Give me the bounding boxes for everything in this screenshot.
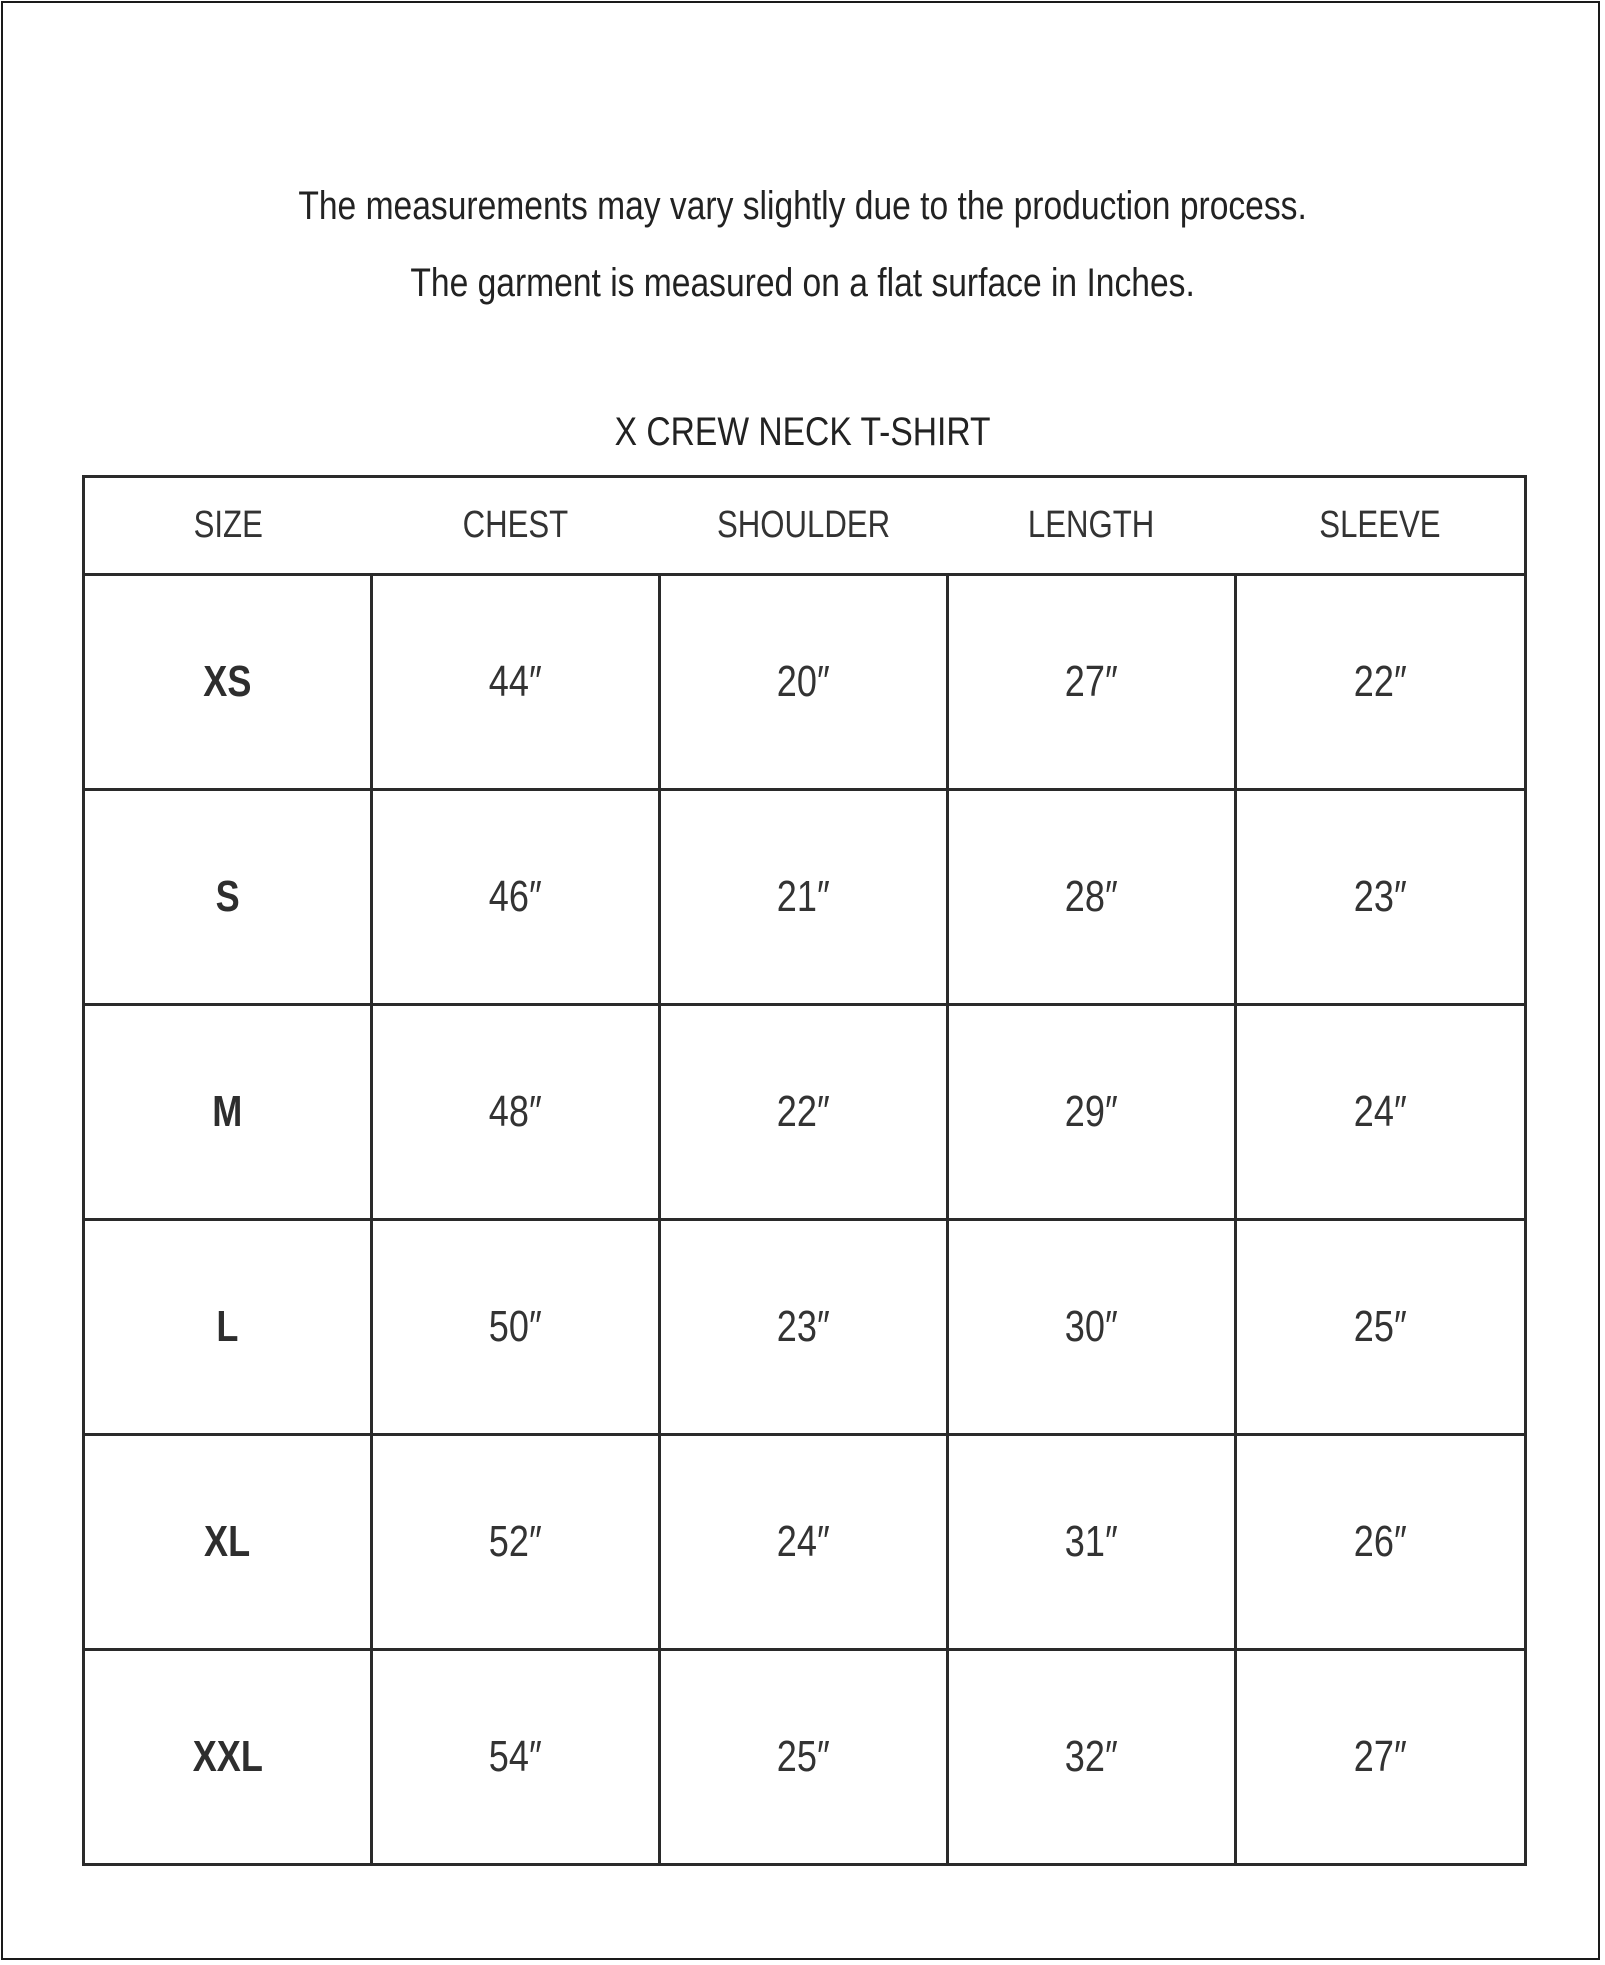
header-length: LENGTH bbox=[948, 477, 1236, 575]
shoulder-value: 24″ bbox=[660, 1435, 948, 1650]
shoulder-value: 21″ bbox=[660, 790, 948, 1005]
sleeve-value: 23″ bbox=[1236, 790, 1526, 1005]
chest-value: 46″ bbox=[372, 790, 660, 1005]
table-row bbox=[84, 790, 1526, 1005]
sleeve-value: 27″ bbox=[1236, 1650, 1526, 1865]
shoulder-value: 23″ bbox=[660, 1220, 948, 1435]
chest-value: 44″ bbox=[372, 575, 660, 790]
length-value: 31″ bbox=[948, 1435, 1236, 1650]
length-value: 30″ bbox=[948, 1220, 1236, 1435]
table-row bbox=[84, 1435, 1526, 1650]
header-shoulder: SHOULDER bbox=[660, 477, 948, 575]
table-title: X CREW NECK T-SHIRT bbox=[614, 410, 991, 454]
header-chest: CHEST bbox=[372, 477, 660, 575]
sleeve-value: 22″ bbox=[1236, 575, 1526, 790]
shoulder-value: 20″ bbox=[660, 575, 948, 790]
length-value: 32″ bbox=[948, 1650, 1236, 1865]
sleeve-value: 24″ bbox=[1236, 1005, 1526, 1220]
chest-value: 48″ bbox=[372, 1005, 660, 1220]
length-value: 29″ bbox=[948, 1005, 1236, 1220]
measurement-note-line-1: The measurements may vary slightly due to the production process. bbox=[298, 184, 1307, 228]
table-row bbox=[84, 1220, 1526, 1435]
sleeve-value: 25″ bbox=[1236, 1220, 1526, 1435]
header-size: SIZE bbox=[84, 477, 372, 575]
chest-value: 50″ bbox=[372, 1220, 660, 1435]
size-label: XL bbox=[84, 1435, 372, 1650]
header-sleeve: SLEEVE bbox=[1236, 477, 1526, 575]
header-row bbox=[84, 477, 1526, 575]
size-chart-table bbox=[82, 475, 1527, 1866]
table-row bbox=[84, 1650, 1526, 1865]
table-row bbox=[84, 1005, 1526, 1220]
shoulder-value: 22″ bbox=[660, 1005, 948, 1220]
size-label: M bbox=[84, 1005, 372, 1220]
size-label: XS bbox=[84, 575, 372, 790]
table-row bbox=[84, 575, 1526, 790]
measurement-note-line-2: The garment is measured on a flat surface in Inches. bbox=[410, 261, 1195, 305]
size-label: L bbox=[84, 1220, 372, 1435]
chest-value: 54″ bbox=[372, 1650, 660, 1865]
size-label: XXL bbox=[84, 1650, 372, 1865]
size-label: S bbox=[84, 790, 372, 1005]
length-value: 28″ bbox=[948, 790, 1236, 1005]
chest-value: 52″ bbox=[372, 1435, 660, 1650]
length-value: 27″ bbox=[948, 575, 1236, 790]
shoulder-value: 25″ bbox=[660, 1650, 948, 1865]
sleeve-value: 26″ bbox=[1236, 1435, 1526, 1650]
